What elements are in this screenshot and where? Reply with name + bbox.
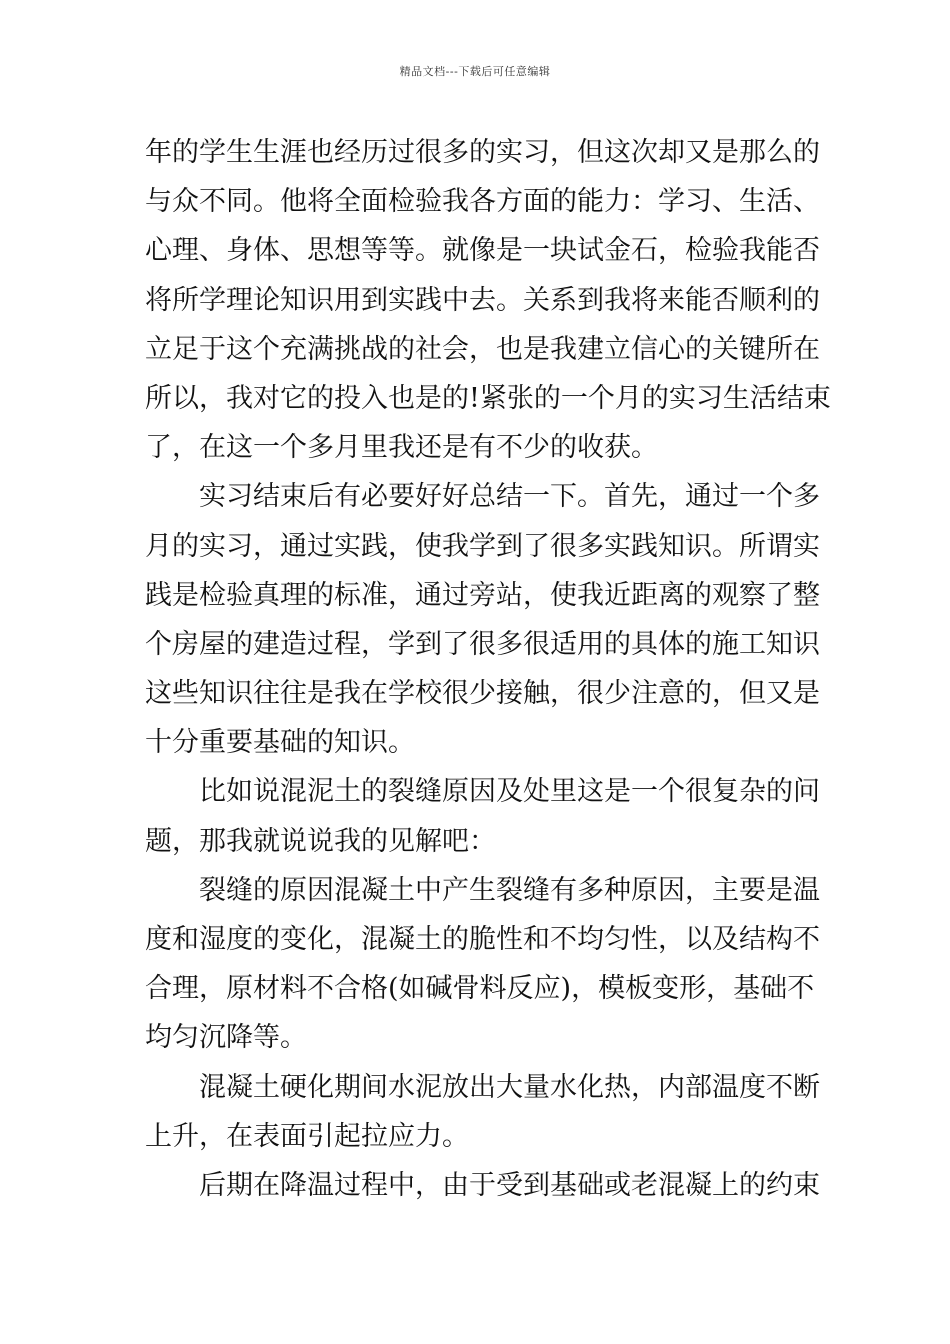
text-line: 与众不同。他将全面检验我各方面的能力：学习、生活、 — [145, 186, 820, 218]
page-header: 精品文档---下载后可任意编辑 — [399, 65, 551, 78]
text-line: 均匀沉降等。 — [145, 1022, 307, 1054]
text-line: 实习结束后有必要好好总结一下。首先，通过一个多 — [199, 481, 820, 513]
text-line: 了，在这一个多月里我还是有不少的收获。 — [145, 432, 658, 464]
text-line: 题，那我就说说我的见解吧： — [145, 825, 496, 857]
text-line: 月的实习，通过实践，使我学到了很多实践知识。所谓实 — [145, 530, 820, 562]
text-line: 践是检验真理的标准，通过旁站，使我近距离的观察了整 — [145, 579, 820, 611]
text-line: 这些知识往往是我在学校很少接触，很少注意的，但又是 — [145, 678, 820, 710]
text-line: 十分重要基础的知识。 — [145, 727, 415, 759]
text-line: 比如说混泥土的裂缝原因及处里这是一个很复杂的问 — [199, 776, 820, 808]
text-line: 心理、身体、思想等等。就像是一块试金石，检验我能否 — [145, 235, 820, 267]
text-line: 年的学生生涯也经历过很多的实习，但这次却又是那么的 — [145, 137, 820, 168]
text-line: 个房屋的建造过程，学到了很多很适用的具体的施工知识 — [145, 628, 820, 660]
text-line: 所以，我对它的投入也是的!紧张的一个月的实习生活结束 — [145, 382, 831, 414]
text-line: 将所学理论知识用到实践中去。关系到我将来能否顺利的 — [145, 284, 820, 316]
text-line: 合理，原材料不合格(如碱骨料反应)，模板变形，基础不 — [145, 973, 815, 1005]
text-line: 裂缝的原因混凝土中产生裂缝有多种原因，主要是温 — [199, 874, 820, 906]
text-line: 后期在降温过程中，由于受到基础或老混凝上的约束 — [199, 1169, 820, 1201]
text-line: 上升，在表面引起拉应力。 — [145, 1120, 469, 1152]
text-line: 混凝土硬化期间水泥放出大量水化热，内部温度不断 — [199, 1071, 820, 1103]
text-line: 度和湿度的变化，混凝土的脆性和不均匀性，以及结构不 — [145, 924, 820, 955]
text-line: 立足于这个充满挑战的社会，也是我建立信心的关键所在 — [145, 333, 820, 365]
document-body — [145, 128, 831, 1210]
